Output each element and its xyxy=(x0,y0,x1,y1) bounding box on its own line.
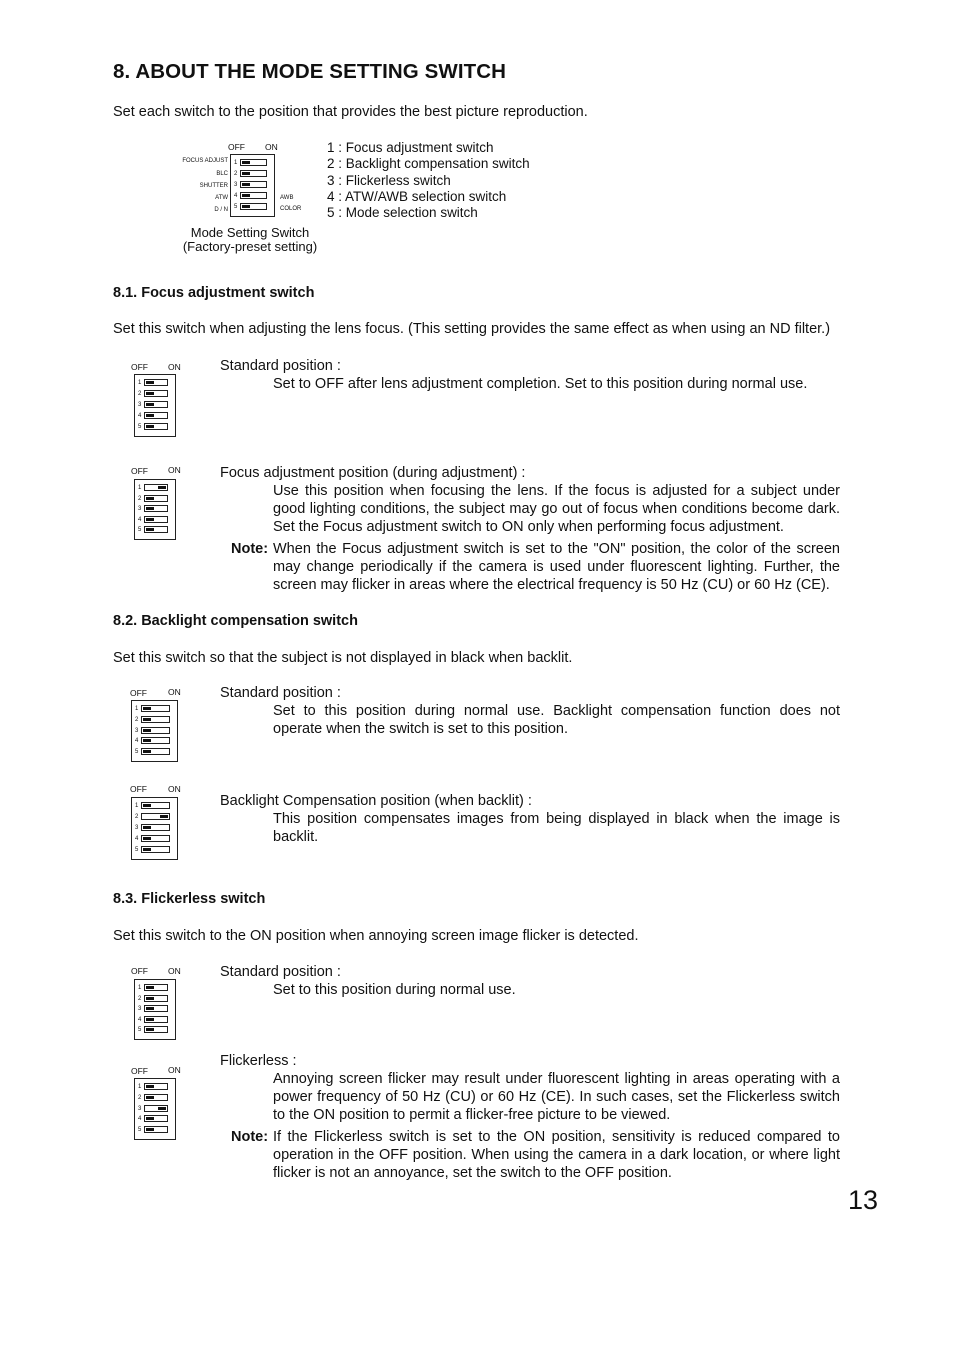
dip-on-label: ON xyxy=(168,784,181,794)
dip-knob xyxy=(160,815,168,818)
label-awb: AWB xyxy=(280,195,294,201)
dip-diagram-focus-standard xyxy=(130,362,190,442)
dip-row-number: 1 xyxy=(135,803,139,809)
dip-knob xyxy=(146,497,154,500)
dip-row-number: 1 xyxy=(138,985,142,991)
dip-row-number: 4 xyxy=(138,516,142,523)
mode-switch-overview-diagram xyxy=(180,142,320,222)
dip-knob xyxy=(146,997,154,1000)
dip-off-label: OFF xyxy=(131,1066,148,1076)
alt-text-focus: Use this position when focusing the lens. If the focus is adjusted for a subject under good lighting conditions, the subject may go out of focus when conditions become dark. Set the Focus adjustment switch to ON only when performing focus adjustment. xyxy=(273,483,840,535)
dip-row-number: 1 xyxy=(138,1084,142,1090)
dip-row-number: 5 xyxy=(138,1027,142,1034)
section-desc-focus: Set this switch when adjusting the lens focus. (This setting provides the same effect as when using an ND filter.) xyxy=(113,321,831,337)
switch-list-item: 2 : Backlight compensation switch xyxy=(327,156,530,172)
dip-knob xyxy=(242,205,250,208)
std-title-focus: Standard position : xyxy=(220,358,341,374)
dip-knob xyxy=(146,986,154,989)
label-blc: BLC xyxy=(216,171,228,177)
dip-row xyxy=(135,1082,175,1093)
intro-text: Set each switch to the position that provides the best picture reproduction. xyxy=(113,104,588,120)
dip-row-number: 5 xyxy=(138,424,142,430)
dip-row xyxy=(135,994,175,1005)
dip-knob xyxy=(143,826,151,829)
dip-row xyxy=(135,1025,175,1036)
dip-on-label: ON xyxy=(168,1065,181,1075)
dip-slot xyxy=(141,716,170,723)
dip-slot xyxy=(144,984,168,991)
switch-list xyxy=(327,140,530,221)
dip-row-number: 3 xyxy=(138,402,142,408)
alt-title-focus: Focus adjustment position (during adjustment) : xyxy=(220,465,526,481)
dip-off-label: OFF xyxy=(228,142,245,152)
section-desc-flickerless: Set this switch to the ON position when annoying screen image flicker is detected. xyxy=(113,928,639,944)
alt-title-backlight: Backlight Compensation position (when backlit) : xyxy=(220,793,532,809)
caption-line-1: Mode Setting Switch xyxy=(190,225,310,240)
dip-diagram-backlight-on xyxy=(130,784,190,864)
note-label-flickerless: Note: xyxy=(231,1129,269,1145)
dip-row xyxy=(132,726,177,737)
dip-slot xyxy=(144,1026,168,1033)
dip-row xyxy=(132,715,177,726)
dip-row-number: 4 xyxy=(138,1016,142,1023)
dip-slot xyxy=(144,379,168,386)
switch-list-item: 5 : Mode selection switch xyxy=(327,205,478,221)
std-text-focus: Set to OFF after lens adjustment completion. Set to this position during normal use. xyxy=(273,376,808,392)
dip-row-number: 2 xyxy=(234,171,238,177)
dip-slot xyxy=(240,203,267,210)
dip-row-number: 4 xyxy=(135,836,139,842)
dip-row-number: 1 xyxy=(135,706,139,712)
dip-knob xyxy=(143,750,151,753)
dip-row xyxy=(132,747,177,758)
dip-row xyxy=(135,483,175,494)
dip-row-number: 5 xyxy=(135,847,139,853)
label-atw: ATW xyxy=(215,195,228,201)
dip-slot xyxy=(144,412,168,419)
dip-row-number: 2 xyxy=(135,716,139,723)
caption-line-2: (Factory-preset setting) xyxy=(182,238,318,254)
dip-row-number: 4 xyxy=(138,413,142,419)
dip-slot xyxy=(144,1005,168,1012)
dip-row xyxy=(135,389,175,400)
dip-slot xyxy=(144,1083,168,1090)
dip-knob xyxy=(242,183,250,186)
dip-knob xyxy=(146,403,154,406)
dip-row-number: 4 xyxy=(135,738,139,745)
std-text-backlight: Set to this position during normal use. Backlight compensation function does not operate when the switch is set to this position. xyxy=(273,703,840,737)
diagram-caption xyxy=(170,226,330,253)
section-heading-backlight: 8.2. Backlight compensation switch xyxy=(113,613,358,629)
dip-slot xyxy=(144,401,168,408)
dip-row-number: 4 xyxy=(138,1116,142,1123)
dip-knob xyxy=(143,739,151,742)
dip-slot xyxy=(144,1016,168,1023)
dip-row xyxy=(135,1114,175,1125)
dip-diagram-focus-adjust xyxy=(130,465,190,545)
dip-row-number: 1 xyxy=(234,160,238,166)
dip-row xyxy=(132,823,177,834)
section-heading-flickerless: 8.3. Flickerless switch xyxy=(113,891,266,907)
dip-slot xyxy=(141,802,170,809)
page-title: 8. ABOUT THE MODE SETTING SWITCH xyxy=(113,60,507,83)
label-shutter: SHUTTER xyxy=(199,183,228,189)
dip-row xyxy=(231,169,274,180)
dip-diagram-backlight-standard xyxy=(130,687,190,767)
note-text-flickerless: If the Flickerless switch is set to the ON position, sensitivity is reduced compared to operation in the OFF position. When using the camera in a dark location, or where light flicker is not an annoyance, set the switch to the OFF position. xyxy=(273,1129,840,1181)
dip-knob xyxy=(242,194,250,197)
dip-slot xyxy=(141,737,170,744)
dip-knob xyxy=(143,729,151,732)
dip-slot xyxy=(141,727,170,734)
std-text-flickerless: Set to this position during normal use. xyxy=(273,982,516,998)
dip-row xyxy=(231,158,274,169)
dip-on-label: ON xyxy=(168,465,181,475)
dip-on-label: ON xyxy=(168,966,181,976)
dip-off-label: OFF xyxy=(131,966,148,976)
dip-row xyxy=(135,1015,175,1026)
dip-slot xyxy=(144,995,168,1002)
dip-slot xyxy=(240,192,267,199)
dip-row-number: 5 xyxy=(234,204,238,210)
dip-row xyxy=(135,400,175,411)
dip-row-number: 4 xyxy=(234,193,238,199)
dip-row xyxy=(135,983,175,994)
dip-row xyxy=(132,704,177,715)
dip-knob xyxy=(158,486,166,489)
dip-row xyxy=(135,378,175,389)
dip-off-label: OFF xyxy=(130,688,147,698)
dip-slot xyxy=(144,1115,168,1122)
label-dn: D / N xyxy=(214,207,228,213)
dip-row xyxy=(135,504,175,515)
dip-off-label: OFF xyxy=(130,784,147,794)
dip-row xyxy=(132,845,177,856)
dip-knob xyxy=(146,414,154,417)
dip-on-label: ON xyxy=(265,142,278,152)
dip-diagram-flickerless-standard xyxy=(130,965,190,1045)
dip-row-number: 1 xyxy=(138,485,142,491)
dip-slot xyxy=(144,505,168,512)
dip-slot xyxy=(240,181,267,188)
dip-slot xyxy=(240,170,267,177)
dip-row-number: 2 xyxy=(138,1094,142,1101)
dip-knob xyxy=(146,425,154,428)
switch-list-item: 3 : Flickerless switch xyxy=(327,172,451,188)
dip-row-number: 2 xyxy=(138,995,142,1002)
dip-row-number: 5 xyxy=(138,1127,142,1134)
dip-row xyxy=(135,1125,175,1136)
dip-knob xyxy=(143,718,151,721)
std-title-backlight: Standard position : xyxy=(220,685,341,701)
dip-slot xyxy=(141,748,170,755)
note-text-focus: When the Focus adjustment switch is set to the "ON" position, the color of the screen may change periodically if the camera is used under fluorescent lighting. Further, the screen may flicker in areas where the electrical frequency is 50 Hz (CU) or 60 Hz (CE). xyxy=(273,541,840,593)
dip-row-number: 3 xyxy=(135,825,139,831)
dip-row xyxy=(132,834,177,845)
note-label-focus: Note: xyxy=(231,541,269,557)
dip-on-label: ON xyxy=(168,362,181,372)
dip-row-number: 3 xyxy=(135,727,139,734)
dip-knob xyxy=(242,172,250,175)
dip-switch xyxy=(134,374,176,437)
dip-row-number: 1 xyxy=(138,380,142,386)
dip-row xyxy=(231,202,274,213)
dip-row-number: 3 xyxy=(138,1006,142,1013)
dip-slot xyxy=(144,484,168,491)
dip-slot xyxy=(141,835,170,842)
dip-row xyxy=(135,494,175,505)
dip-row xyxy=(135,515,175,526)
dip-switch xyxy=(134,979,176,1040)
dip-knob xyxy=(146,1018,154,1021)
dip-knob xyxy=(158,1107,166,1110)
dip-row xyxy=(135,422,175,433)
dip-slot xyxy=(144,1105,168,1112)
label-focus-adjust: FOCUS ADJUST xyxy=(182,158,228,164)
dip-slot xyxy=(141,824,170,831)
dip-slot xyxy=(141,705,170,712)
label-color: COLOR xyxy=(280,206,302,212)
dip-row-number: 5 xyxy=(138,527,142,534)
section-heading-focus: 8.1. Focus adjustment switch xyxy=(113,285,315,301)
dip-knob xyxy=(146,518,154,521)
dip-off-label: OFF xyxy=(131,466,148,476)
dip-switch xyxy=(134,1078,176,1140)
dip-switch xyxy=(131,797,178,860)
dip-knob xyxy=(146,1096,154,1099)
dip-row xyxy=(132,812,177,823)
alt-text-backlight: This position compensates images from being displayed in black when the image is backlit. xyxy=(273,811,840,845)
dip-knob xyxy=(146,1007,154,1010)
dip-row xyxy=(135,1093,175,1104)
dip-row-number: 3 xyxy=(138,1105,142,1112)
dip-on-label: ON xyxy=(168,687,181,697)
switch-list-item: 4 : ATW/AWB selection switch xyxy=(327,188,507,204)
dip-switch xyxy=(131,700,178,762)
dip-slot xyxy=(141,813,170,820)
dip-row-number: 2 xyxy=(135,814,139,820)
dip-knob xyxy=(146,1028,154,1031)
dip-row xyxy=(231,180,274,191)
dip-diagram-flickerless-on xyxy=(130,1065,190,1145)
dip-knob xyxy=(146,507,154,510)
page-number: 13 xyxy=(848,1185,879,1215)
dip-row xyxy=(135,525,175,536)
dip-slot xyxy=(144,526,168,533)
switch-list-item: 1 : Focus adjustment switch xyxy=(327,140,494,155)
dip-row-number: 3 xyxy=(234,182,238,188)
dip-knob xyxy=(146,381,154,384)
dip-switch xyxy=(134,479,176,540)
dip-row-number: 2 xyxy=(138,391,142,397)
dip-slot xyxy=(144,516,168,523)
dip-slot xyxy=(144,390,168,397)
dip-knob xyxy=(143,837,151,840)
dip-slot xyxy=(240,159,267,166)
dip-knob xyxy=(146,1117,154,1120)
dip-knob xyxy=(146,392,154,395)
dip-row xyxy=(132,801,177,812)
dip-slot xyxy=(141,846,170,853)
section-desc-backlight: Set this switch so that the subject is not displayed in black when backlit. xyxy=(113,650,573,666)
dip-knob xyxy=(146,1085,154,1088)
std-title-flickerless: Standard position : xyxy=(220,964,341,980)
dip-slot xyxy=(144,1126,168,1133)
dip-off-label: OFF xyxy=(131,362,148,372)
dip-slot xyxy=(144,495,168,502)
dip-knob xyxy=(143,848,151,851)
dip-row xyxy=(135,1004,175,1015)
dip-row-number: 2 xyxy=(138,495,142,502)
alt-text-flickerless: Annoying screen flicker may result under fluorescent lighting in areas operating with a power frequency of 50 Hz (CU) or 60 Hz (CE). In such cases, set the Flickerless switch to the ON position to permit a flicker-free picture to be viewed. xyxy=(273,1071,840,1123)
dip-knob xyxy=(143,804,151,807)
dip-row xyxy=(135,1104,175,1115)
dip-row xyxy=(231,191,274,202)
dip-row xyxy=(135,411,175,422)
dip-knob xyxy=(146,1128,154,1131)
dip-knob xyxy=(242,161,250,164)
dip-knob xyxy=(146,528,154,531)
dip-row-number: 3 xyxy=(138,506,142,513)
dip-row-number: 5 xyxy=(135,749,139,756)
dip-slot xyxy=(144,423,168,430)
dip-slot xyxy=(144,1094,168,1101)
dip-row xyxy=(132,736,177,747)
dip-knob xyxy=(143,707,151,710)
alt-title-flickerless: Flickerless : xyxy=(220,1053,297,1069)
mode-setting-switch xyxy=(230,154,275,217)
